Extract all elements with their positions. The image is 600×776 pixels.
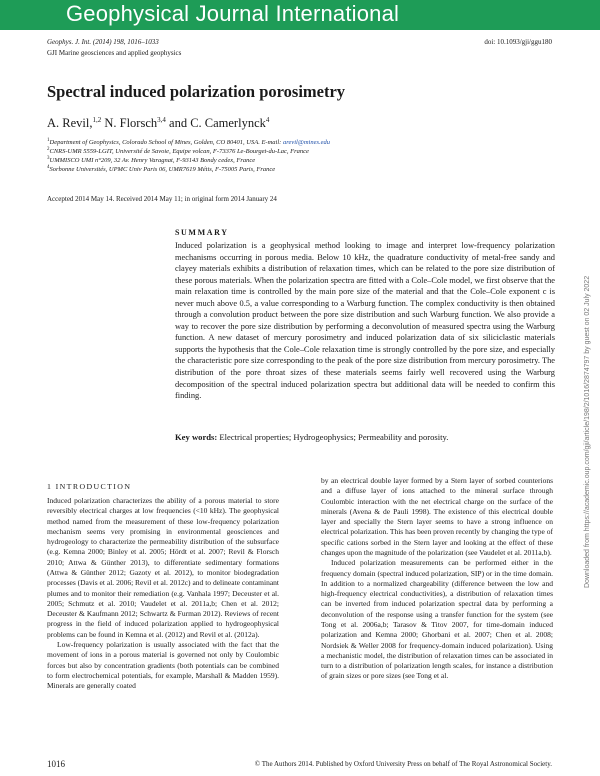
affiliation	[47, 147, 309, 155]
affiliation	[47, 138, 330, 146]
affiliation-number: 1	[47, 138, 50, 143]
journal-name: Geophysical Journal International	[66, 1, 400, 26]
summary-heading: SUMMARY	[175, 228, 229, 237]
author-email-link[interactable]: arevil@mines.edu	[282, 139, 331, 147]
paragraph: Low-frequency polarization is usually associated with the fact that the movement of ions in a porous material is governed not only by Coulombic forces but also by concentration gradients (both potentials can be combined to form electrochemical potentials, for example, Marshall & Madden 1959). Minerals are generally coated	[47, 639, 279, 691]
paragraph: Induced polarization characterizes the ability of a porous material to store reversibly electrical charges at low frequencies (<10 kHz). The geophysical method named from the measurement of these low-frequency polarization mechanism seems very promising in environmental geosciences and hydrogeology to characterize the permeability distribution of the subsurface (e.g. Kemna 2000; Binley et al. 2005; Hördt et al. 2007; Revil & Florsch 2010; Attwa & Günther 2013), to differentiate sedimentary formations (Attwa & Günther 2012; Gazoty et al. 2012), to monitor biodegradation processes (Davis et al. 2006; Revil et al. 2012c) and to delineate contaminant plumes and to monitor their remediation (e.g. Vanhala 1997; Deceuster et al. 2005; Schmutz et al. 2010; Vaudelet et al. 2011a,b; Chen et al. 2012; Deceuster & Kaufmann 2012; Schwartz & Furman 2012). Reviews of recent progress in the field of induced polarization applied to hydrogeophysical problems can be found in Kemna et al. (2012) and Revil et al. (2012a).	[47, 496, 279, 639]
article-title: Spectral induced polarization porosimetry	[47, 82, 346, 101]
author-affil-sup: 1,2	[92, 116, 102, 124]
affiliation-number: 4	[47, 165, 50, 170]
affiliation-text: UMMISCO UMI n°209, 32 Av. Henry Varagnat, F-93143 Bondy cedex, France	[49, 157, 256, 165]
affiliation-number: 3	[47, 156, 50, 161]
summary-text: Induced polarization is a geophysical method looking to image and interpret low-frequency polarization mechanisms occurring in porous media. Below 10 kHz, the quadrature conductivity of metal-free sandy and clayey materials exhibits a distribution of relaxation times, which can be related to the pore size distribution of these porous materials. When the polarization spectra are fitted with a Cole–Cole model, we first observe that the main relaxation time is controlled by the main pore size of the material and that the Cole–Cole exponent c is never much above 0.5, a value corresponding to a Warburg function. The complex conductivity is then obtained through a convolution product between the pore size distribution and such Warburg function. We also provide a way to recover the pore size distribution by performing a deconvolution of measured spectra using the Warburg function. A new dataset of mercury porosimetry and induced polarization data of six siliciclastic materials supports the hypothesis that the Cole–Cole relaxation time is strongly controlled by the pore size, and especially the characteristic pore size corresponding to the peak of the pore size distribution from mercury porosimetry. The distribution of the pore throat sizes of these materials seems fairly well recovered using the Warburg decomposition of the spectral induced polarization spectra but additional data will be needed to confirm this finding.	[175, 241, 555, 401]
author-name: and C. Camerlynck	[165, 116, 266, 131]
author-name: N. Florsch	[104, 116, 158, 131]
keywords-line	[175, 432, 448, 442]
keywords-text: Electrical properties; Hydrogeophysics; Permeability and porosity.	[219, 432, 449, 442]
citation: Geophys. J. Int. (2014) 198, 1016–1033	[47, 38, 159, 46]
doi[interactable]: doi: 10.1093/gji/ggu180	[484, 38, 552, 46]
affiliation	[47, 165, 275, 173]
download-notice-text[interactable]: Downloaded from https://academic.oup.com/gji/article/198/2/1016/2874797 by guest on 02 July 2022	[584, 275, 591, 588]
affiliation-text: Department of Geophysics, Colorado School of Mines, Golden, CO 80401, USA. E-mail:	[49, 139, 283, 147]
affiliation	[47, 156, 255, 164]
journal-banner	[0, 0, 600, 30]
author-name: A. Revil,	[47, 116, 93, 131]
article-dates: Accepted 2014 May 14. Received 2014 May 11; in original form 2014 January 24	[47, 195, 277, 203]
paragraph: Induced polarization measurements can be performed either in the frequency domain (spectral induced polarization, SIP) or in the time domain. In addition to a normalized chargeability (difference between the low and high-frequency electrical conductivities), a distribution of relaxation times can be inverted from induced polarization spectral data by performing a deconvolution of the response using a transfer function for the system (see Tong et al. 2006a,b; Tarasov & Titov 2007, for time-domain induced polarization and Kemna 2000; Ghorbani et al. 2007; Chen et al. 2008; Nordsiek & Weller 2008 for frequency-domain induced polarization). Using a mechanistic model, the distribution of relaxation times can be associated in turn to a distribution of polarization length scales, for instance a distribution of grain sizes or pore sizes (see Tong et al.	[321, 558, 553, 681]
affiliation-text: CNRS-UMR 5559-LGIT, Université de Savoie, Equipe volcan, F-73376 Le-Bourget-du-Lac, France	[49, 148, 309, 156]
section-label: GJI Marine geosciences and applied geophysics	[47, 49, 182, 57]
keywords-label: Key words:	[175, 432, 218, 442]
left-column	[47, 496, 279, 691]
author-list	[47, 116, 269, 131]
paragraph: by an electrical double layer formed by a Stern layer of sorbed counterions and a diffuse layer of ions attached to the mineral surface through Coulombic interaction with the net electrical charge on the surface of the minerals (Avena & de Pauli 1998). The existence of this electrical double layer and specially the Stern layer seems to have a strong influence on electrical polarization. This has been proven recently by changing the type of specific cations sorbed in the Stern layer and looking at the effect of these changes upon the magnitude of the polarization (see Vaudelet et al. 2011a,b).	[321, 476, 553, 557]
right-column	[321, 476, 553, 682]
affiliation-text: Sorbonne Universités, UPMC Univ Paris 06, UMR7619 Métis, F-75005 Paris, France	[49, 166, 276, 174]
summary-block	[175, 228, 555, 402]
section-heading-introduction: 1 INTRODUCTION	[47, 482, 132, 491]
page-number: 1016	[47, 759, 65, 769]
author-affil-sup: 4	[265, 116, 270, 124]
copyright-notice: © The Authors 2014. Published by Oxford University Press on behalf of The Royal Astronomical Society.	[254, 760, 552, 768]
download-notice	[584, 212, 594, 588]
affiliation-number: 2	[47, 147, 50, 152]
author-affil-sup: 3,4	[157, 116, 166, 124]
